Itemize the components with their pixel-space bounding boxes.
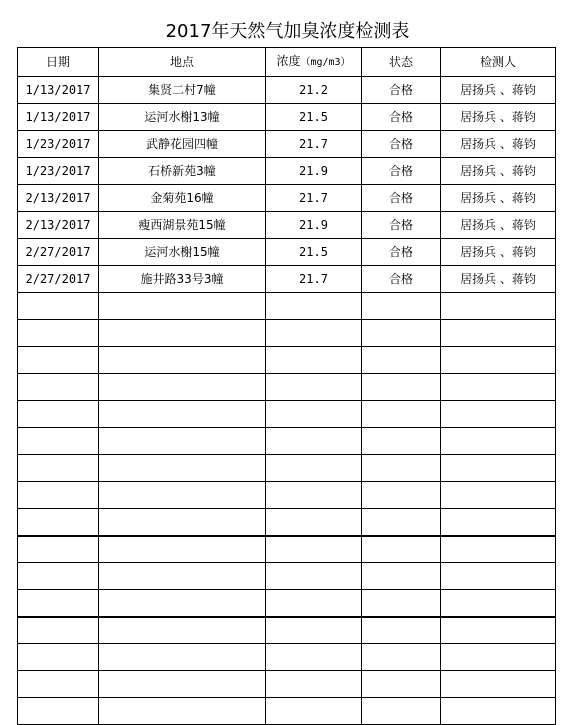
empty-cell[interactable] [441, 347, 556, 374]
cell-inspectors[interactable]: 居扬兵 、蒋钧 [441, 266, 556, 293]
cell-status[interactable]: 合格 [362, 131, 441, 158]
cell-inspectors[interactable]: 居扬兵 、蒋钧 [441, 212, 556, 239]
cell-concentration[interactable]: 21.5 [266, 239, 362, 266]
header-concentration-label: 浓度 [276, 54, 301, 68]
header-cell-date[interactable]: 日期 [18, 48, 99, 77]
empty-row [18, 401, 556, 428]
cell-date[interactable]: 2/13/2017 [18, 212, 99, 239]
cell-date[interactable]: 1/13/2017 [18, 104, 99, 131]
empty-cell[interactable] [362, 644, 441, 671]
empty-row [18, 536, 556, 563]
empty-cell[interactable] [266, 320, 362, 347]
empty-row [18, 563, 556, 590]
cell-location[interactable]: 施井路33号3幢 [99, 266, 266, 293]
empty-cell[interactable] [362, 455, 441, 482]
empty-cell[interactable] [362, 536, 441, 563]
empty-cell[interactable] [441, 482, 556, 509]
empty-cell[interactable] [362, 671, 441, 698]
empty-cell[interactable] [18, 563, 99, 590]
cell-location[interactable]: 金菊苑16幢 [99, 185, 266, 212]
empty-cell[interactable] [362, 401, 441, 428]
empty-row [18, 590, 556, 617]
empty-cell[interactable] [441, 509, 556, 536]
cell-date[interactable]: 2/27/2017 [18, 266, 99, 293]
empty-cell[interactable] [99, 536, 266, 563]
empty-cell[interactable] [99, 293, 266, 320]
empty-cell[interactable] [441, 401, 556, 428]
empty-row [18, 374, 556, 401]
empty-cell[interactable] [18, 320, 99, 347]
empty-cell[interactable] [362, 698, 441, 725]
empty-cell[interactable] [18, 482, 99, 509]
empty-cell[interactable] [441, 455, 556, 482]
cell-inspectors[interactable]: 居扬兵 、蒋钧 [441, 104, 556, 131]
header-cell-location[interactable]: 地点 [99, 48, 266, 77]
empty-cell[interactable] [362, 617, 441, 644]
empty-cell[interactable] [362, 293, 441, 320]
empty-cell[interactable] [362, 509, 441, 536]
cell-status[interactable]: 合格 [362, 185, 441, 212]
header-concentration-unit: （mg/m3） [300, 57, 351, 68]
cell-location[interactable]: 运河水榭15幢 [99, 239, 266, 266]
cell-concentration[interactable]: 21.7 [266, 131, 362, 158]
empty-cell[interactable] [441, 374, 556, 401]
table-row [18, 212, 556, 239]
table-row [18, 131, 556, 158]
empty-cell[interactable] [441, 563, 556, 590]
cell-inspectors[interactable]: 居扬兵 、蒋钧 [441, 77, 556, 104]
empty-cell[interactable] [266, 590, 362, 617]
cell-concentration[interactable]: 21.7 [266, 266, 362, 293]
empty-row [18, 347, 556, 374]
empty-row [18, 617, 556, 644]
empty-cell[interactable] [266, 671, 362, 698]
table-row [18, 104, 556, 131]
empty-cell[interactable] [441, 698, 556, 725]
empty-cell[interactable] [266, 374, 362, 401]
empty-cell[interactable] [266, 509, 362, 536]
empty-cell[interactable] [99, 428, 266, 455]
cell-status[interactable]: 合格 [362, 77, 441, 104]
empty-row [18, 644, 556, 671]
empty-cell[interactable] [99, 374, 266, 401]
cell-concentration[interactable]: 21.5 [266, 104, 362, 131]
empty-row [18, 671, 556, 698]
cell-date[interactable]: 1/13/2017 [18, 77, 99, 104]
empty-cell[interactable] [99, 482, 266, 509]
empty-cell[interactable] [266, 455, 362, 482]
empty-cell[interactable] [18, 590, 99, 617]
empty-row [18, 293, 556, 320]
empty-cell[interactable] [441, 293, 556, 320]
sheet-title: 2017年天然气加臭浓度检测表 [165, 21, 410, 42]
cell-location[interactable]: 武静花园四幢 [99, 131, 266, 158]
empty-row [18, 698, 556, 725]
cell-status[interactable]: 合格 [362, 212, 441, 239]
empty-cell[interactable] [266, 401, 362, 428]
cell-date[interactable]: 2/13/2017 [18, 185, 99, 212]
table-row [18, 266, 556, 293]
empty-cell[interactable] [266, 563, 362, 590]
empty-cell[interactable] [266, 293, 362, 320]
cell-status[interactable]: 合格 [362, 158, 441, 185]
empty-cell[interactable] [441, 428, 556, 455]
cell-date[interactable]: 1/23/2017 [18, 158, 99, 185]
cell-status[interactable]: 合格 [362, 266, 441, 293]
empty-cell[interactable] [99, 617, 266, 644]
empty-cell[interactable] [266, 428, 362, 455]
empty-cell[interactable] [99, 644, 266, 671]
empty-cell[interactable] [441, 320, 556, 347]
empty-cell[interactable] [441, 644, 556, 671]
empty-row [18, 482, 556, 509]
empty-cell[interactable] [99, 401, 266, 428]
empty-cell[interactable] [99, 590, 266, 617]
empty-cell[interactable] [18, 401, 99, 428]
cell-inspectors[interactable]: 居扬兵 、蒋钧 [441, 158, 556, 185]
empty-cell[interactable] [362, 482, 441, 509]
cell-location[interactable]: 集贤二村7幢 [99, 77, 266, 104]
cell-status[interactable]: 合格 [362, 239, 441, 266]
cell-inspectors[interactable]: 居扬兵 、蒋钧 [441, 185, 556, 212]
header-cell-status[interactable]: 状态 [362, 48, 441, 77]
empty-cell[interactable] [18, 536, 99, 563]
empty-cell[interactable] [362, 347, 441, 374]
empty-cell[interactable] [266, 698, 362, 725]
cell-concentration[interactable]: 21.9 [266, 158, 362, 185]
cell-status[interactable]: 合格 [362, 104, 441, 131]
empty-cell[interactable] [99, 671, 266, 698]
empty-cell[interactable] [266, 617, 362, 644]
empty-cell[interactable] [18, 293, 99, 320]
empty-row [18, 509, 556, 536]
cell-inspectors[interactable]: 居扬兵 、蒋钧 [441, 239, 556, 266]
empty-cell[interactable] [362, 428, 441, 455]
table-row [18, 185, 556, 212]
empty-cell[interactable] [266, 536, 362, 563]
empty-cell[interactable] [18, 509, 99, 536]
cell-date[interactable]: 1/23/2017 [18, 131, 99, 158]
empty-row [18, 455, 556, 482]
inspection-table [17, 47, 556, 725]
empty-cell[interactable] [99, 320, 266, 347]
empty-cell[interactable] [18, 671, 99, 698]
empty-cell[interactable] [266, 347, 362, 374]
table-row [18, 158, 556, 185]
empty-cell[interactable] [18, 428, 99, 455]
empty-cell[interactable] [441, 536, 556, 563]
empty-cell[interactable] [18, 617, 99, 644]
empty-cell[interactable] [99, 698, 266, 725]
header-cell-concentration[interactable] [266, 48, 362, 77]
empty-cell[interactable] [362, 320, 441, 347]
table-row [18, 239, 556, 266]
empty-cell[interactable] [266, 644, 362, 671]
empty-cell[interactable] [18, 455, 99, 482]
empty-cell[interactable] [362, 563, 441, 590]
empty-cell[interactable] [266, 482, 362, 509]
empty-cell[interactable] [99, 509, 266, 536]
cell-concentration[interactable]: 21.7 [266, 185, 362, 212]
empty-row [18, 428, 556, 455]
empty-cell[interactable] [441, 617, 556, 644]
empty-cell[interactable] [18, 698, 99, 725]
empty-cell[interactable] [99, 347, 266, 374]
empty-cell[interactable] [18, 644, 99, 671]
header-row [18, 48, 556, 77]
cell-concentration[interactable]: 21.2 [266, 77, 362, 104]
cell-date[interactable]: 2/27/2017 [18, 239, 99, 266]
empty-cell[interactable] [18, 374, 99, 401]
table-row [18, 77, 556, 104]
cell-concentration[interactable]: 21.9 [266, 212, 362, 239]
empty-cell[interactable] [18, 347, 99, 374]
empty-cell[interactable] [362, 374, 441, 401]
cell-location[interactable]: 运河水榭13幢 [99, 104, 266, 131]
empty-cell[interactable] [441, 671, 556, 698]
cell-location[interactable]: 瘦西湖景苑15幢 [99, 212, 266, 239]
empty-cell[interactable] [441, 590, 556, 617]
empty-cell[interactable] [99, 563, 266, 590]
empty-cell[interactable] [362, 590, 441, 617]
header-cell-inspectors[interactable]: 检测人 [441, 48, 556, 77]
cell-location[interactable]: 石桥新苑3幢 [99, 158, 266, 185]
empty-cell[interactable] [99, 455, 266, 482]
empty-row [18, 320, 556, 347]
cell-inspectors[interactable]: 居扬兵 、蒋钧 [441, 131, 556, 158]
